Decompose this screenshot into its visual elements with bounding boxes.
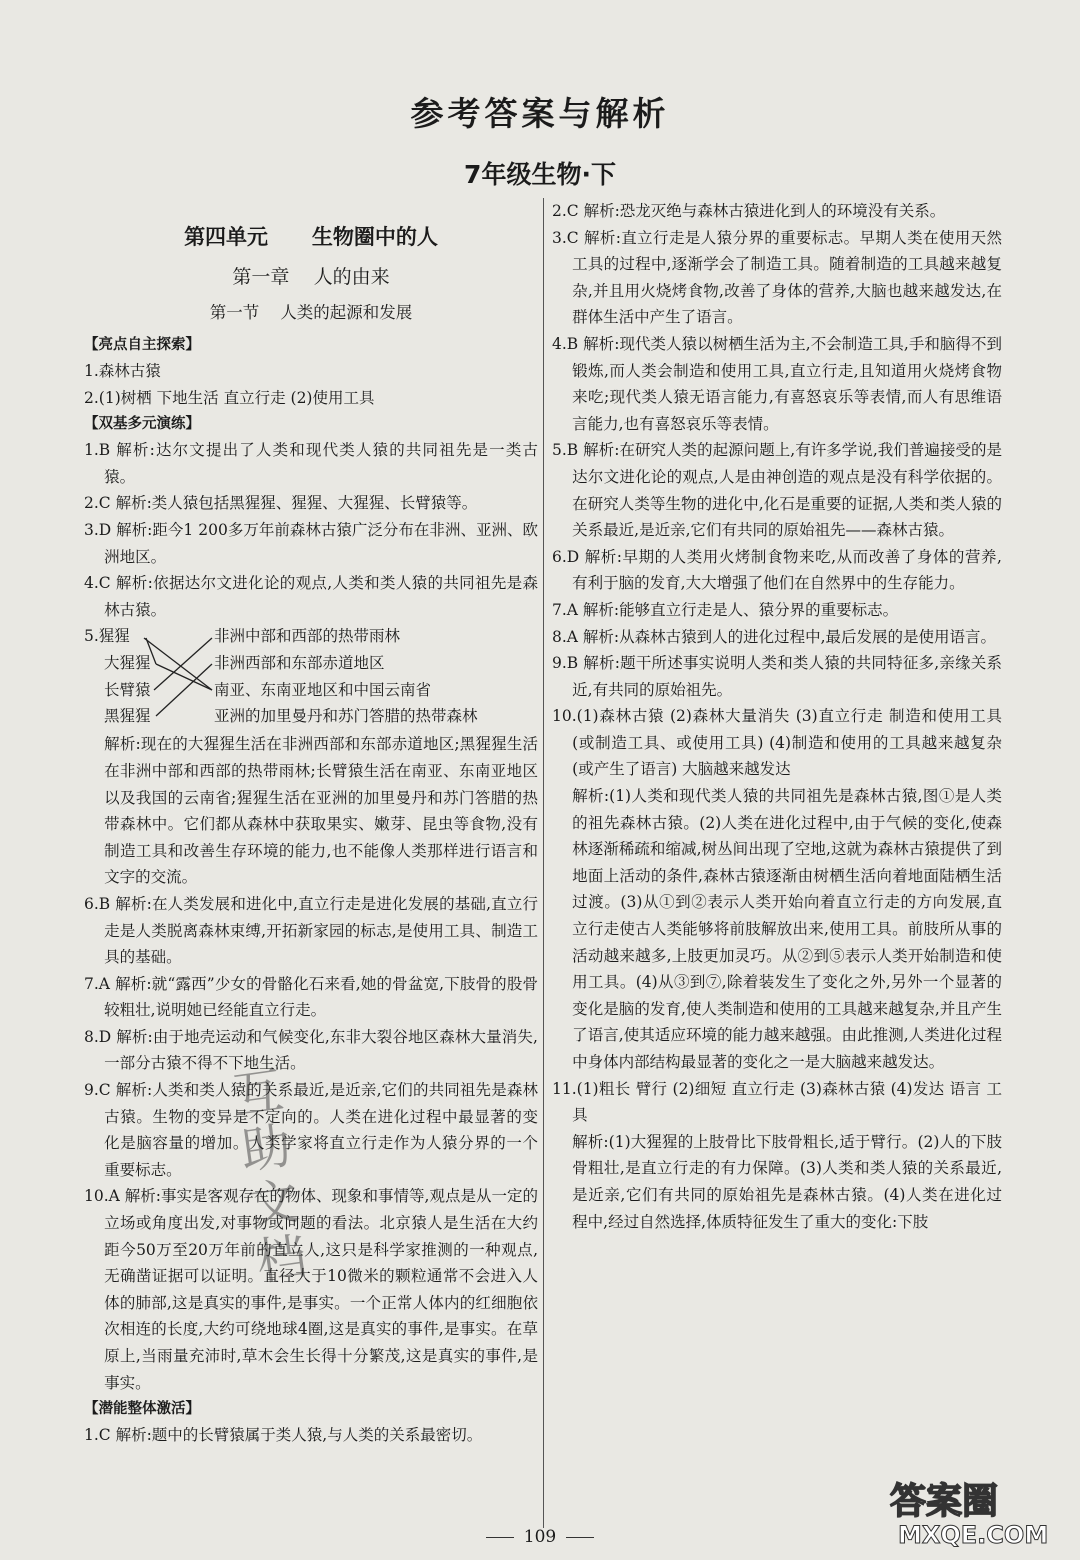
right-column [552, 198, 1002, 1235]
chapter-heading: 第一章 人的由来 [232, 266, 390, 288]
page-dash [566, 1537, 594, 1538]
unit-heading: 第四单元 生物圈中的人 [184, 225, 438, 249]
match-line [144, 638, 212, 690]
answer-item: 1.C 解析:题中的长臂猿属于类人猿,与人类的关系最密切。 [84, 1426, 483, 1445]
stamp-char: 助 [237, 1116, 295, 1181]
answer-item: 6.B 解析:在人类发展和进化中,直立行走是进化发展的基础,直立行走是人类脱离森林束缚,开拓新家园的标志,是使用工具、制造工具的基础。 [84, 894, 538, 967]
match-line [154, 638, 212, 690]
answer-item: 5.B 解析:在研究人类的起源问题上,有许多学说,我们普遍接受的是达尔文进化论的观点,人是由神创造的观点是没有科学依据的。在研究人类等生物的进化中,化石是重要的证据,人类和类人猿的关系最近,是近亲,它们有共同的原始祖先——森林古猿。 [552, 441, 1002, 540]
answer-item: 7.A 解析:能够直立行走是人、猿分界的重要标志。 [552, 600, 899, 619]
column-divider [543, 198, 544, 1528]
watermark-en: MXQE.COM [898, 1521, 1049, 1549]
answer-item: 1.森林古猿 [84, 362, 161, 380]
page-title: 参考答案与解析 [410, 94, 670, 133]
answer-item: 9.B 解析:题干所述事实说明人类和类人猿的共同特征多,亲缘关系近,有共同的原始祖先。 [552, 654, 1002, 699]
match-left-item: 大猩猩 [104, 653, 151, 672]
section-heading: 第一节 人类的起源和发展 [209, 303, 413, 322]
page-number-row [0, 1527, 1080, 1547]
answer-item: 10.A 解析:事实是客观存在的物体、现象和事情等,观点是从一定的立场或角度出发,对事物或问题的看法。北京猿人是生活在大约距今50万至20万年前的直立人,这只是科学家推测的一种观点,无确凿证据可以证明。直径大于10微米的颗粒通常不会进入人体的肺部,这是真实的事件,是事实。一个正常人体内的红细胞依次相连的长度,大约可绕地球4圈,这是真实的事件,是事实。在草原上,当雨量充沛时,草木会生长得十分繁茂,这是真实的事件,是事实。 [84, 1187, 538, 1392]
answer-explanation: 解析:(1)大猩猩的上肢骨比下肢骨粗长,适于臂行。(2)人的下肢骨粗壮,是直立行走的有力保障。(3)人类和类人猿的关系最近,是近亲,它们有共同的原始祖先是森林古猿。(4)人类在进化过程中,经过自然选择,体质特征发生了重大的变化:下肢 [572, 1132, 1002, 1231]
match-left-item: 5.猩猩 [84, 627, 130, 646]
answer-item: 2.C 解析:类人猿包括黑猩猩、猩猩、大猩猩、长臂猿等。 [84, 494, 478, 513]
match-left-item: 黑猩猩 [104, 707, 151, 726]
answer-explanation: 解析:(1)人类和现代类人猿的共同祖先是森林古猿,图①是人类的祖先森林古猿。(2)人类在进化过程中,由于气候的变化,使森林逐渐稀疏和缩减,树丛间出现了空地,这就为森林古猿提供了到地面上活动的条件,森林古猿逐渐由树栖生活向着地面陆栖生活过渡。(3)从①到②表示人类开始向着直立行走的方向发展,直立行走使古人类能够将前肢解放出来,使用工具。前肢所从事的活动越来越多,上肢更加灵巧。从②到⑤表示人类开始制造和使用工具。(4)从③到⑦,除着装发生了变化之外,另外一个显著的变化是脑的发育,使人类制造和使用的工具越来越复杂,并且产生了语言,使其适应环境的能力越来越强。由此推测,人类进化过程中身体内部结构最显著的变化之一是大脑越来越发达。 [572, 787, 1002, 1071]
answer-item: 8.A 解析:从森林古猿到人的进化过程中,最后发展的是使用语言。 [552, 627, 997, 646]
answer-item: 6.D 解析:早期的人类用火烤制食物来吃,从而改善了身体的营养,有利于脑的发育,大大增强了他们在自然界中的生存能力。 [552, 547, 1002, 593]
section-label-practice: 【双基多元演练】 [84, 416, 200, 433]
page-dash [486, 1537, 514, 1538]
match-right-item: 非洲西部和东部赤道地区 [214, 653, 385, 672]
match-line [156, 664, 212, 716]
answer-item: 3.D 解析:距今1 200多万年前森林古猿广泛分布在非洲、亚洲、欧洲地区。 [84, 520, 538, 566]
section-label-highlights: 【亮点自主探索】 [84, 337, 200, 353]
answer-item: 8.D 解析:由于地壳运动和气候变化,东非大裂谷地区森林大量消失,一部分古猿不得不下地生活。 [84, 1027, 538, 1073]
answer-item: 2.(1)树栖 下地生活 直立行走 (2)使用工具 [84, 388, 375, 407]
matching-diagram [84, 623, 538, 731]
answer-item: 11.(1)粗长 臂行 (2)细短 直立行走 (3)森林古猿 (4)发达 语言 工具 [552, 1079, 1002, 1125]
match-right-item: 南亚、东南亚地区和中国云南省 [214, 680, 432, 699]
subtitle: 7年级生物·下 [464, 160, 616, 189]
stamp-char: 互 [229, 1060, 287, 1126]
stamp-char: 文 [244, 1171, 303, 1237]
answer-item: 7.A 解析:就“露西”少女的骨骼化石来看,她的骨盆宽,下肢骨的股骨较粗壮,说明她已经能直立行走。 [84, 974, 538, 1020]
page-number: 109 [523, 1527, 557, 1547]
stamp-char: 档 [252, 1227, 311, 1292]
answer-item: 10.(1)森林古猿 (2)森林大量消失 (3)直立行走 制造和使用工具(或制造工具、或使用工具) (4)制造和使用的工具越来越复杂(或产生了语言) 大脑越来越发达 [552, 707, 1002, 779]
answer-item: 1.B 解析:达尔文提出了人类和现代类人猿的共同祖先是一类古猿。 [84, 441, 538, 486]
answer-item: 9.C 解析:人类和类人猿的关系最近,是近亲,它们的共同祖先是森林古猿。生物的变异是不定向的。人类在进化过程中最显著的变化是脑容量的增加。人类学家将直立行走作为人猿分界的一个重要标志。 [84, 1081, 538, 1179]
answer-item: 4.B 解析:现代类人猿以树栖生活为主,不会制造工具,手和脑得不到锻炼,而人类会制造和使用工具,直立行走,且知道用火烧烤食物来吃;现代类人猿无语言能力,有喜怒哀乐等表情,而人有思维语言能力,也有喜怒哀乐等表情。 [552, 334, 1002, 433]
answer-item: 4.C 解析:依据达尔文进化论的观点,人类和类人猿的共同祖先是森林古猿。 [84, 574, 538, 619]
match-left-item: 长臂猿 [104, 680, 151, 699]
section-label-activation: 【潜能整体激活】 [84, 1401, 200, 1418]
watermark-cn: 答案圈 [890, 1481, 999, 1522]
answer-explanation: 解析:现在的大猩猩生活在非洲西部和东部赤道地区;黑猩猩生活在非洲中部和西部的热带雨林;长臂猿生活在南亚、东南亚地区以及我国的云南省;猩猩生活在亚洲的加里曼丹和苏门答腊的热带森林中。它们都从森林中获取果实、嫩芽、昆虫等食物,没有制造工具和改善生存环境的能力,也不能像人类那样进行语言和文字的交流。 [104, 735, 538, 887]
match-right-item: 非洲中部和西部的热带雨林 [214, 627, 401, 646]
match-right-item: 亚洲的加里曼丹和苏门答腊的热带森林 [214, 707, 478, 726]
answer-item: 3.C 解析:直立行走是人猿分界的重要标志。早期人类在使用天然工具的过程中,逐渐学会了制造工具。随着制造的工具越来越复杂,并且用火烧烤食物,改善了身体的营养,大脑也越来越发达,在群体生活中产生了语言。 [552, 228, 1002, 327]
answer-item: 2.C 解析:恐龙灭绝与森林古猿进化到人的环境没有关系。 [552, 202, 946, 220]
